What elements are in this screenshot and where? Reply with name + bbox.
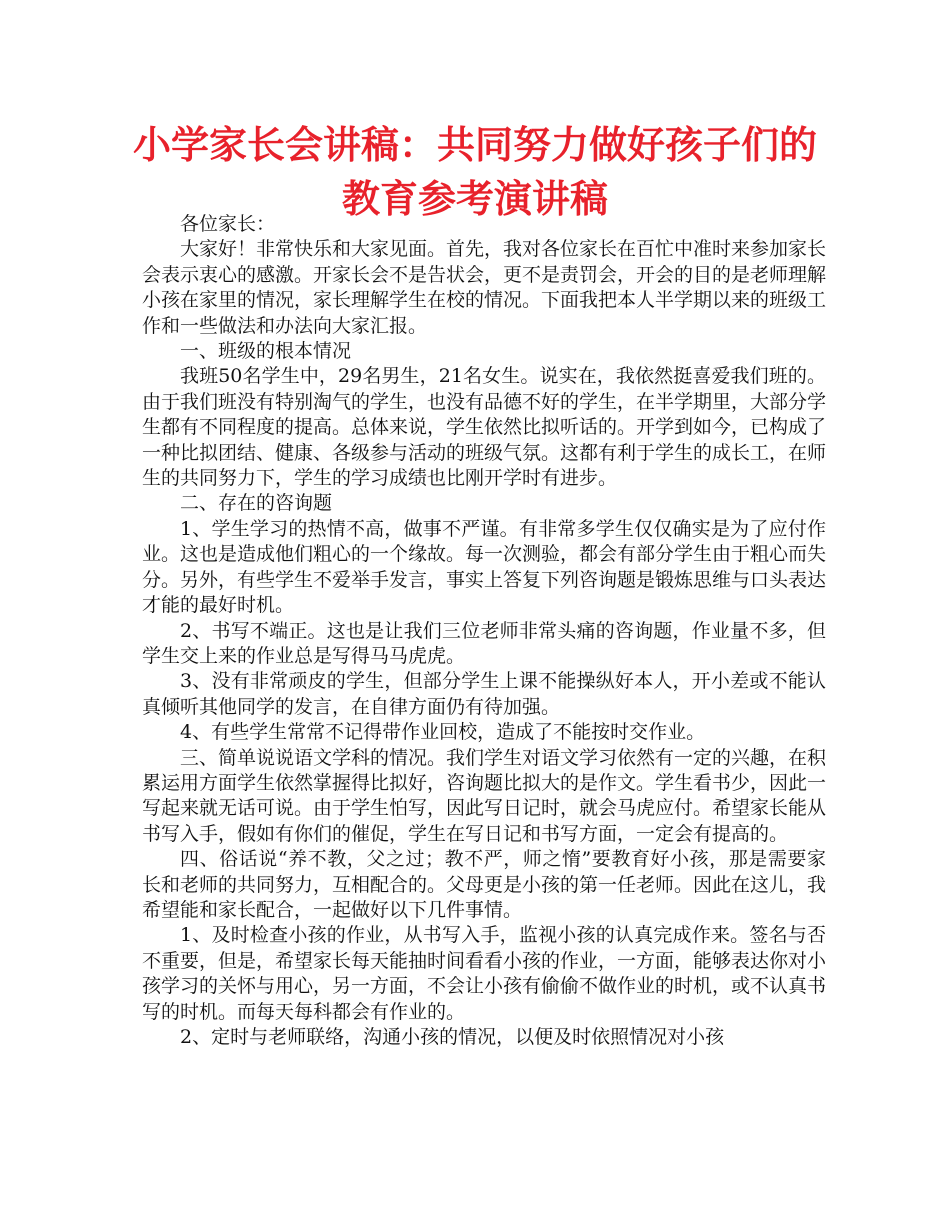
paragraph-request-2: 2、定时与老师联络，沟通小孩的情况，以便及时依照情况对小孩 xyxy=(180,1026,725,1048)
paragraph-section-4: 四、俗话说“养不教，父之过；教不严，师之惰”要教育好小孩，那是需要家长和老师的共同努力，互相配合的。父母更是小孩的第一任老师。因此在这儿，我希望能和家长配合，一起做好以下几件事情。 xyxy=(142,848,827,921)
title-line-1: 小学家长会讲稿：共同努力做好孩子们的 xyxy=(132,123,817,167)
paragraph-issue-3: 3、没有非常顽皮的学生，但部分学生上课不能操纵好本人，开小差或不能认真倾听其他同学的发言，在自律方面仍有待加强。 xyxy=(142,670,826,718)
section-heading-2: 二、存在的咨询题 xyxy=(180,492,333,515)
page-title xyxy=(120,118,830,226)
salutation: 各位家长： xyxy=(180,213,276,235)
paragraph-class-overview: 我班50名学生中，29名男生，21名女生。说实在，我依然挺喜爱我们班的。由于我们班没有特别淘气的学生，也没有品德不好的学生，在半学期里，大部分学生都有不同程度的提高。总体来说，学生依然比拟听话的。开学到如今，已构成了一种比拟团结、健康、各级参与活动的班级气氛。这都有利于学生的成长工，在师生的共同努力下，学生的学习成绩也比刚开学时有进步。 xyxy=(142,365,827,490)
title-line-2: 教育参考演讲稿 xyxy=(341,177,608,221)
document-body xyxy=(142,212,826,1050)
section-heading-1: 一、班级的根本情况 xyxy=(180,340,352,363)
paragraph-issue-1: 1、学生学习的热情不高，做事不严谨。有非常多学生仅仅确实是为了应付作业。这也是造成他们粗心的一个缘故。每一次测验，都会有部分学生由于粗心而失分。另外，有些学生不爱举手发言，事实上答复下列咨询题是锻炼思维与口头表达才能的最好时机。 xyxy=(142,517,827,617)
paragraph-section-3: 三、简单说说语文学科的情况。我们学生对语文学习依然有一定的兴趣，在积累运用方面学生依然掌握得比拟好，咨询题比拟大的是作文。学生看书少，因此一写起来就无话可说。由于学生怕写，因此写日记时，就会马虎应付。希望家长能从书写入手，假如有你们的催促，学生在写日记和书写方面，一定会有提高的。 xyxy=(142,746,827,845)
paragraph-issue-2: 2、书写不端正。这也是让我们三位老师非常头痛的咨询题，作业量不多，但学生交上来的作业总是写得马马虎虎。 xyxy=(142,619,826,667)
paragraph-issue-4: 4、有些学生常常不记得带作业回校，造成了不能按时交作业。 xyxy=(180,721,706,744)
paragraph-greeting: 大家好！非常快乐和大家见面。首先，我对各位家长在百忙中准时来参加家长会表示衷心的感激。开家长会不是告状会，更不是责罚会，开会的目的是老师理解小孩在家里的情况，家长理解学生在校的情况。下面我把本人半学期以来的班级工作和一些做法和办法向大家汇报。 xyxy=(142,238,827,337)
paragraph-request-1: 1、及时检查小孩的作业，从书写入手，监视小孩的认真完成作来。签名与否不重要，但是，希望家长每天能抽时间看看小孩的作业，一方面，能够表达你对小孩学习的关怀与用心，另一方面，不会让小孩有偷偷不做作业的时机，或不认真书写的时机。而每天每科都会有作业的。 xyxy=(142,924,827,1023)
